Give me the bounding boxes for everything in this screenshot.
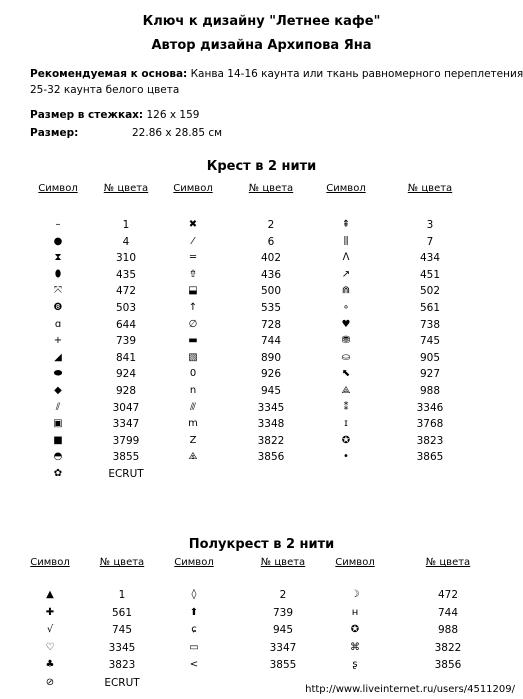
legend-color-number: 3822 bbox=[434, 641, 462, 654]
legend-symbol-icon: Z bbox=[189, 434, 197, 446]
legend-color-number: 738 bbox=[419, 318, 441, 331]
legend-symbol-icon: ■ bbox=[53, 434, 63, 446]
base-value: Канва 14-16 каунта или ткань равномерного переплетения bbox=[190, 68, 523, 80]
legend-symbol-icon: ⛃ bbox=[341, 335, 351, 347]
legend-color-number: 2 bbox=[267, 219, 275, 231]
legend-symbol-icon: ⬉ bbox=[341, 368, 351, 380]
legend-symbol-icon: ⁑ bbox=[343, 401, 349, 413]
legend-symbol-icon: ▧ bbox=[188, 351, 198, 363]
stitches-value: 126 x 159 bbox=[146, 109, 200, 121]
legend-color-number: 3822 bbox=[257, 434, 285, 447]
legend-color-number: 3856 bbox=[257, 451, 285, 464]
legend-color-number: 561 bbox=[419, 302, 441, 314]
page-author: Автор дизайна Архипова Яна bbox=[151, 38, 372, 53]
legend-symbol-icon: ⛀ bbox=[341, 351, 351, 363]
legend-color-number: 988 bbox=[437, 624, 459, 636]
legend-symbol-icon: ∘ bbox=[342, 302, 350, 313]
legend-color-number: 745 bbox=[111, 624, 133, 636]
legend-color-number: 928 bbox=[115, 385, 137, 397]
legend-symbol-icon: ✿ bbox=[53, 468, 63, 479]
legend-color-number: 3823 bbox=[108, 659, 136, 671]
legend-symbol-icon: ▬ bbox=[188, 335, 198, 347]
legend-color-number: 988 bbox=[419, 385, 441, 397]
legend-symbol-icon: ▣ bbox=[53, 418, 63, 430]
legend-symbol-icon: ⬬ bbox=[53, 368, 63, 380]
legend-color-number: 905 bbox=[419, 351, 441, 364]
legend-color-number: 1 bbox=[122, 219, 130, 231]
legend-color-number: 561 bbox=[111, 606, 133, 619]
legend-symbol-icon: ⇮ bbox=[188, 268, 198, 280]
column-header-color: № цвета bbox=[425, 557, 471, 568]
legend-symbol-icon: ⬮ bbox=[54, 268, 62, 280]
legend-symbol-icon: 0 bbox=[189, 368, 197, 380]
legend-color-number: 745 bbox=[419, 335, 441, 348]
legend-symbol-icon: ⟁ bbox=[341, 385, 351, 396]
legend-symbol-icon: ⫼ bbox=[343, 235, 349, 247]
legend-color-number: 500 bbox=[260, 285, 282, 298]
legend-color-number: 3768 bbox=[416, 418, 444, 431]
legend-symbol-icon: ▭ bbox=[189, 641, 199, 653]
legend-color-number: 451 bbox=[419, 268, 441, 281]
legend-color-number: 841 bbox=[115, 351, 137, 364]
legend-symbol-icon: ɪ bbox=[344, 418, 348, 430]
legend-color-number: 7 bbox=[426, 235, 434, 248]
legend-symbol-icon: ⬆ bbox=[189, 606, 199, 618]
half-section-title: Полукрест в 2 нити bbox=[188, 537, 335, 552]
legend-color-number: 3345 bbox=[257, 401, 285, 414]
legend-symbol-icon: ↗ bbox=[341, 268, 351, 280]
legend-symbol-icon: ✚ bbox=[45, 606, 55, 618]
legend-symbol-icon: ❽ bbox=[53, 302, 63, 313]
legend-color-number: 3345 bbox=[108, 641, 136, 654]
legend-color-number: 3347 bbox=[269, 641, 297, 654]
legend-color-number: 435 bbox=[115, 268, 137, 281]
legend-symbol-icon: m bbox=[188, 418, 198, 430]
legend-color-number: 3 bbox=[426, 219, 434, 231]
base-value-2: 25-32 каунта белого цвета bbox=[30, 84, 180, 96]
size-value: 22.86 x 28.85 см bbox=[132, 127, 223, 139]
column-header-color: № цвета bbox=[248, 183, 294, 194]
cross-section-title: Крест в 2 нити bbox=[206, 159, 317, 174]
column-header-color: № цвета bbox=[103, 183, 149, 194]
column-header-symbol: Символ bbox=[38, 183, 78, 194]
legend-color-number: 2 bbox=[279, 589, 287, 601]
legend-symbol-icon: + bbox=[53, 335, 63, 347]
column-header-color: № цвета bbox=[407, 183, 453, 194]
legend-symbol-icon: ʂ bbox=[352, 659, 358, 670]
legend-color-number: 739 bbox=[115, 335, 137, 348]
base-info bbox=[30, 68, 523, 80]
page-title: Ключ к дизайну "Летнее кафе" bbox=[142, 14, 381, 29]
legend-symbol-icon: ◆ bbox=[54, 385, 62, 396]
legend-color-number: 3047 bbox=[112, 401, 140, 414]
legend-color-number: 1 bbox=[118, 589, 126, 601]
legend-color-number: 945 bbox=[272, 624, 294, 636]
legend-symbol-icon: ⫻ bbox=[190, 401, 196, 413]
legend-color-number: 3856 bbox=[434, 659, 462, 671]
legend-color-number: 402 bbox=[260, 252, 282, 265]
legend-color-number: 434 bbox=[419, 252, 441, 265]
legend-symbol-icon: ♥ bbox=[341, 318, 351, 330]
legend-color-number: ECRUT bbox=[104, 676, 140, 689]
legend-color-number: 502 bbox=[419, 285, 441, 298]
legend-color-number: 310 bbox=[115, 252, 137, 265]
legend-color-number: 3823 bbox=[416, 434, 444, 447]
legend-symbol-icon: ⬓ bbox=[188, 285, 198, 297]
stitches-label: Размер в стежках: bbox=[30, 109, 144, 121]
legend-symbol-icon: ▲ bbox=[46, 589, 54, 600]
size-info bbox=[30, 127, 78, 139]
legend-color-number: ECRUT bbox=[108, 468, 144, 480]
column-header-symbol: Символ bbox=[174, 557, 214, 568]
legend-symbol-icon: ⧌ bbox=[188, 451, 198, 463]
legend-symbol-icon: √ bbox=[46, 624, 54, 635]
legend-color-number: 924 bbox=[115, 368, 137, 381]
column-header-symbol: Символ bbox=[326, 183, 366, 194]
legend-symbol-icon: ᐱ bbox=[342, 252, 350, 264]
legend-symbol-icon: ⊘ bbox=[45, 676, 55, 688]
legend-color-number: 739 bbox=[272, 606, 294, 619]
legend-symbol-icon: ⫽ bbox=[55, 401, 61, 413]
legend-color-number: 503 bbox=[115, 302, 137, 314]
legend-symbol-icon: ⇞ bbox=[341, 219, 351, 230]
legend-color-number: 3865 bbox=[416, 451, 444, 464]
legend-symbol-icon: ɕ bbox=[191, 624, 197, 635]
legend-symbol-icon: ✖ bbox=[188, 219, 198, 230]
legend-symbol-icon: ʜ bbox=[351, 606, 359, 618]
legend-symbol-icon: ♡ bbox=[45, 641, 55, 653]
legend-symbol-icon: ↑ bbox=[188, 302, 198, 313]
legend-symbol-icon: ⁄ bbox=[192, 235, 194, 247]
legend-color-number: 945 bbox=[260, 385, 282, 397]
legend-symbol-icon: ◊ bbox=[191, 589, 197, 600]
legend-symbol-icon: ◓ bbox=[53, 451, 63, 463]
legend-color-number: 3799 bbox=[112, 434, 140, 447]
legend-color-number: 890 bbox=[260, 351, 282, 364]
legend-color-number: 728 bbox=[260, 318, 282, 331]
legend-color-number: 926 bbox=[260, 368, 282, 381]
legend-symbol-icon: ⋒ bbox=[341, 285, 351, 297]
column-header-color: № цвета bbox=[99, 557, 145, 568]
legend-color-number: 644 bbox=[115, 318, 137, 331]
legend-symbol-icon: ɑ bbox=[54, 318, 62, 330]
legend-symbol-icon: ⌘ bbox=[350, 641, 360, 653]
legend-symbol-icon: ⧗ bbox=[54, 252, 62, 264]
legend-color-number: 3855 bbox=[112, 451, 140, 464]
column-header-symbol: Символ bbox=[335, 557, 375, 568]
legend-color-number: 436 bbox=[260, 268, 282, 281]
column-header-symbol: Символ bbox=[173, 183, 213, 194]
base-label: Рекомендуемая к основа: bbox=[30, 68, 188, 80]
legend-symbol-icon: ═ bbox=[189, 252, 197, 264]
legend-symbol-icon: < bbox=[189, 659, 199, 670]
legend-color-number: 472 bbox=[437, 589, 459, 601]
legend-symbol-icon: ◢ bbox=[54, 351, 62, 363]
legend-symbol-icon: ∅ bbox=[188, 318, 198, 330]
legend-symbol-icon: ✪ bbox=[350, 624, 360, 635]
column-header-symbol: Символ bbox=[30, 557, 70, 568]
legend-symbol-icon: n bbox=[189, 385, 197, 396]
legend-color-number: 3348 bbox=[257, 418, 285, 431]
legend-color-number: 3855 bbox=[269, 659, 297, 671]
legend-symbol-icon: ● bbox=[53, 235, 63, 247]
legend-symbol-icon: ☽ bbox=[350, 589, 360, 600]
legend-color-number: 744 bbox=[260, 335, 282, 348]
legend-color-number: 3347 bbox=[112, 418, 140, 431]
footer-url: http://www.liveinternet.ru/users/4511209/ bbox=[305, 684, 515, 695]
legend-color-number: 4 bbox=[122, 235, 130, 248]
legend-color-number: 6 bbox=[267, 235, 275, 248]
legend-color-number: 535 bbox=[260, 302, 282, 314]
legend-symbol-icon: • bbox=[343, 451, 349, 463]
size-label: Размер: bbox=[30, 127, 79, 139]
legend-color-number: 744 bbox=[437, 606, 459, 619]
legend-symbol-icon: ♣ bbox=[45, 659, 55, 670]
legend-symbol-icon: – bbox=[55, 219, 61, 230]
legend-color-number: 927 bbox=[419, 368, 441, 381]
stitches-info bbox=[30, 109, 199, 121]
legend-symbol-icon: ✪ bbox=[341, 434, 351, 446]
legend-color-number: 3346 bbox=[416, 401, 444, 414]
legend-symbol-icon: ⤧ bbox=[54, 285, 62, 297]
column-header-color: № цвета bbox=[260, 557, 306, 568]
legend-color-number: 472 bbox=[115, 285, 137, 298]
